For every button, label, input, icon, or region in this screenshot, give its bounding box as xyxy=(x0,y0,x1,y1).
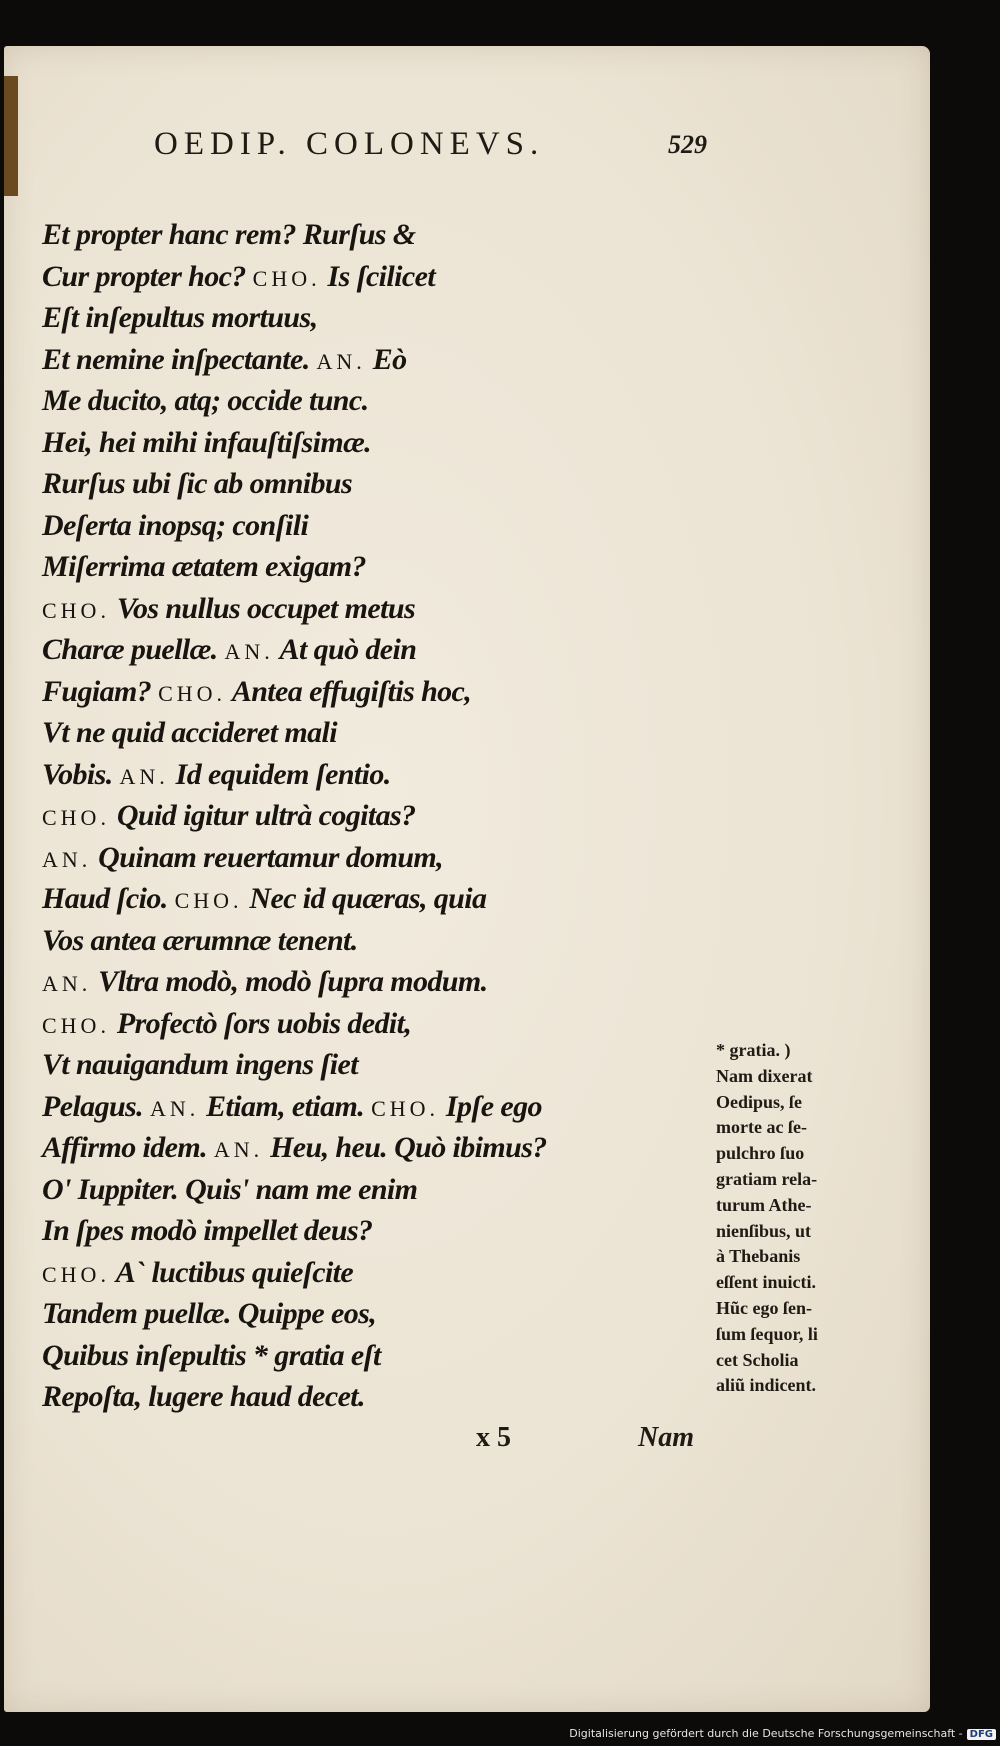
verse-line xyxy=(42,961,662,1003)
marginal-note-line: Oedipus, ſe xyxy=(716,1091,803,1112)
marginal-note-line: Nam dixerat xyxy=(716,1065,813,1086)
verse-text-segment: Profectò ſors uobis dedit, xyxy=(109,1006,412,1040)
verse-text-segment: Nec id quæras, quia xyxy=(242,882,487,915)
speaker-label: AN. xyxy=(224,639,274,664)
marginal-note-line: Hũc ego ſen- xyxy=(716,1297,812,1318)
verse-text-segment: Vos antea ærumnæ tenent. xyxy=(42,923,358,957)
verse-text-segment: Affirmo idem. xyxy=(42,1131,214,1164)
verse-line xyxy=(42,1003,662,1045)
speaker-label: CHO. xyxy=(42,805,110,830)
verse-text-segment: In ſpes modò impellet deus? xyxy=(42,1214,373,1247)
marginal-note-line: ſum ſequor, li xyxy=(716,1323,818,1344)
speaker-label: AN. xyxy=(42,846,92,872)
verse-line xyxy=(42,671,662,713)
verse-line xyxy=(42,588,662,630)
speaker-label: CHO. xyxy=(252,265,321,291)
verse-text-segment: At quò dein xyxy=(273,633,417,666)
verse-line xyxy=(42,380,662,422)
speaker-label: AN. xyxy=(119,763,169,789)
verse-text-segment: Charæ puellæ. xyxy=(42,633,225,666)
verse-text-segment: Etiam, etiam. xyxy=(199,1089,372,1123)
verse-text-segment: Eò xyxy=(365,342,407,376)
verse-line xyxy=(42,629,662,671)
speaker-label: AN. xyxy=(42,971,92,996)
verse-text-segment: A` luctibus quieſcite xyxy=(109,1255,354,1289)
verse-line xyxy=(42,1293,662,1335)
page-number: 529 xyxy=(668,130,707,159)
verse-line xyxy=(42,546,662,588)
verse-line xyxy=(42,339,662,381)
verse-line xyxy=(42,795,662,837)
marginal-note-line: nienſibus, ut xyxy=(716,1220,812,1241)
marginal-note-line: à Thebanis xyxy=(716,1246,801,1267)
verse-text-segment: Quibus inſepultis * gratia eſt xyxy=(42,1338,381,1372)
verse-line xyxy=(42,505,662,547)
speaker-label: CHO. xyxy=(42,1012,110,1038)
running-title: OEDIP. COLONEVS. xyxy=(154,126,545,162)
verse-line xyxy=(42,920,662,962)
verse-text-segment: Me ducito, atq; occide tunc. xyxy=(42,384,369,417)
speaker-label: AN. xyxy=(149,1095,200,1121)
verse-text-segment: Tandem puellæ. Quippe eos, xyxy=(42,1297,377,1330)
verse-line xyxy=(42,1169,662,1211)
speaker-label: CHO. xyxy=(42,1261,110,1287)
verse-text-segment: Et propter hanc rem? Rurſus & xyxy=(42,218,416,251)
catchline xyxy=(472,1422,732,1462)
verse-text-segment: Vos nullus occupet metus xyxy=(109,591,416,625)
verse-line xyxy=(42,214,662,256)
credit-text: Digitalisierung gefördert durch die Deutsche Forschungsgemeinschaft - xyxy=(569,1727,963,1740)
verse-line xyxy=(42,1044,662,1086)
binding-edge xyxy=(4,76,18,196)
verse-text-segment: Fugiam? xyxy=(42,674,159,708)
dfg-logo: DFG xyxy=(967,1729,996,1740)
verse-line xyxy=(42,1376,662,1418)
verse-line xyxy=(42,297,662,339)
verse-text-segment: Miſerrima ætatem exigam? xyxy=(42,550,366,583)
page-header xyxy=(154,126,854,172)
verse-line xyxy=(42,1210,662,1252)
speaker-label: AN. xyxy=(213,1137,264,1162)
marginal-note-line: turum Athe- xyxy=(716,1194,812,1215)
speaker-label: AN. xyxy=(316,348,366,374)
marginal-note-line: morte ac ſe- xyxy=(716,1117,807,1138)
verse-line xyxy=(42,256,662,298)
verse-text xyxy=(42,214,662,1418)
book-page xyxy=(4,46,930,1712)
marginal-note-line: gratiam rela- xyxy=(716,1168,818,1189)
speaker-label: CHO. xyxy=(42,597,110,623)
verse-line xyxy=(42,1127,662,1169)
verse-text-segment: Repoſta, lugere haud decet. xyxy=(42,1380,365,1413)
verse-line xyxy=(42,837,662,879)
verse-text-segment: Cur propter hoc? xyxy=(42,259,253,293)
verse-text-segment: Vltra modò, modò ſupra modum. xyxy=(91,965,488,998)
verse-text-segment: Is ſcilicet xyxy=(320,259,436,293)
verse-text-segment: Rurſus ubi ſic ab omnibus xyxy=(42,467,353,500)
speaker-label: CHO. xyxy=(174,888,243,913)
verse-text-segment: O' Iuppiter. Quis' nam me enim xyxy=(42,1172,418,1206)
signature-mark: x 5 xyxy=(476,1422,511,1453)
marginal-note-line: aliũ indicent. xyxy=(716,1375,817,1396)
verse-text-segment: Hei, hei mihi infauſtiſsimæ. xyxy=(42,425,372,459)
verse-text-segment: Deſerta inopsq; conſili xyxy=(42,508,309,542)
verse-line xyxy=(42,754,662,796)
verse-line xyxy=(42,422,662,464)
verse-text-segment: Eſt inſepultus mortuus, xyxy=(42,301,318,334)
verse-text-segment: Vobis. xyxy=(42,757,120,791)
marginal-note-line: pulchro ſuo xyxy=(716,1143,805,1164)
speaker-label: CHO. xyxy=(371,1095,440,1121)
marginal-note xyxy=(716,1038,886,1399)
verse-line xyxy=(42,1086,662,1128)
digitization-credit xyxy=(569,1727,996,1740)
marginal-note-line: * gratia. ) xyxy=(716,1040,791,1060)
verse-text-segment: Vt ne quid accideret mali xyxy=(42,716,337,749)
verse-text-segment: Vt nauigandum ingens ſiet xyxy=(42,1048,358,1081)
verse-line xyxy=(42,712,662,754)
verse-line xyxy=(42,1252,662,1294)
verse-line xyxy=(42,463,662,505)
speaker-label: CHO. xyxy=(158,680,227,706)
verse-text-segment: Haud ſcio. xyxy=(42,882,175,915)
verse-text-segment: Quinam reuertamur domum, xyxy=(91,840,444,874)
verse-text-segment: Pelagus. xyxy=(42,1089,150,1123)
verse-text-segment: Heu, heu. Quò ibimus? xyxy=(263,1131,547,1164)
verse-text-segment: Antea effugiſtis hoc, xyxy=(226,674,472,708)
verse-line xyxy=(42,878,662,920)
verse-text-segment: Et nemine inſpectante. xyxy=(42,342,317,376)
marginal-note-line: eſſent inuicti. xyxy=(716,1272,816,1293)
catchword: Nam xyxy=(638,1422,694,1453)
marginal-note-line: cet Scholia xyxy=(716,1349,799,1370)
verse-line xyxy=(42,1335,662,1377)
verse-text-segment: Ipſe ego xyxy=(439,1089,542,1123)
verse-text-segment: Id equidem ſentio. xyxy=(168,757,391,791)
verse-text-segment: Quid igitur ultrà cogitas? xyxy=(109,799,416,832)
